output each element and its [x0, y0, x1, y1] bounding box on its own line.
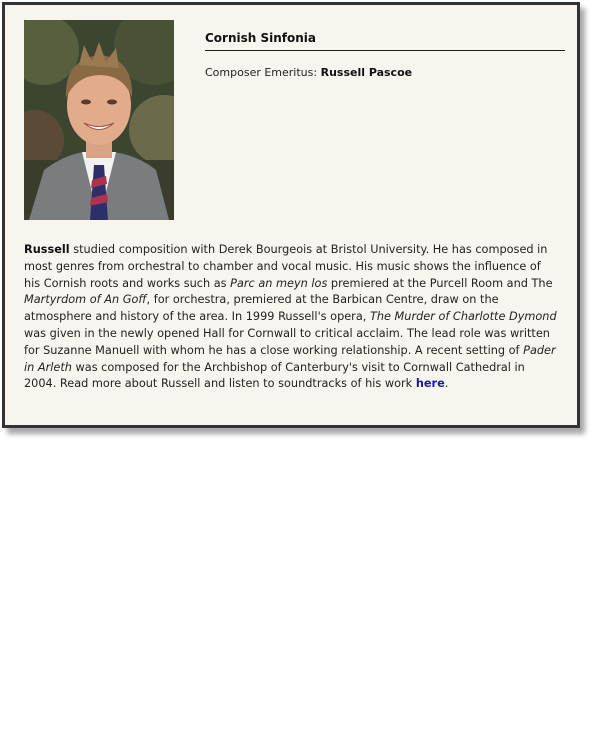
work-title-parc-an-meyn-los: Parc an meyn los: [230, 276, 328, 290]
bio-text-2: premiered at the Purcell Room and The: [327, 276, 553, 290]
bio-text-1: studied composition with Derek Bourgeois at Bristol University. He has composed in most genres from orchestral to chamber and vocal music. His music shows the influence of his Cornish roots and works such as: [24, 243, 548, 290]
bio-end: .: [444, 377, 449, 391]
role-label: Composer Emeritus:: [205, 66, 321, 79]
person-name: Russell Pascoe: [320, 66, 413, 79]
composer-card: [2, 2, 580, 428]
bio-text-5: was composed for the Archbishop of Canterbury's visit to Cornwall Cathedral in 2004. Read more about Russell and listen to soundtracks of his work: [24, 360, 525, 391]
work-title-murder-of-charlotte-dymond: The Murder of Charlotte Dymond: [369, 310, 557, 324]
composer-photo: [24, 20, 174, 220]
read-more-link[interactable]: here: [415, 377, 445, 391]
work-title-martyrdom: Martyrdom of An Goff: [24, 293, 147, 307]
biography-paragraph: [24, 242, 560, 393]
org-name: Cornish Sinfonia: [205, 31, 565, 51]
composer-emeritus-line: [205, 66, 565, 79]
bio-text-3: , for orchestra, premiered at the Barbican Centre, draw on the atmosphere and history of the area. In 1999 Russell's opera,: [24, 293, 499, 324]
bio-text-4: was given in the newly opened Hall for Cornwall to critical acclaim. The lead role was written for Suzanne Manuell with whom he has a close working relationship. A recent setting of: [24, 326, 550, 357]
bio-name: Russell: [24, 243, 70, 256]
work-title-pader-in-arleth: Pader in Arleth: [24, 343, 556, 374]
card-header: [205, 31, 565, 79]
